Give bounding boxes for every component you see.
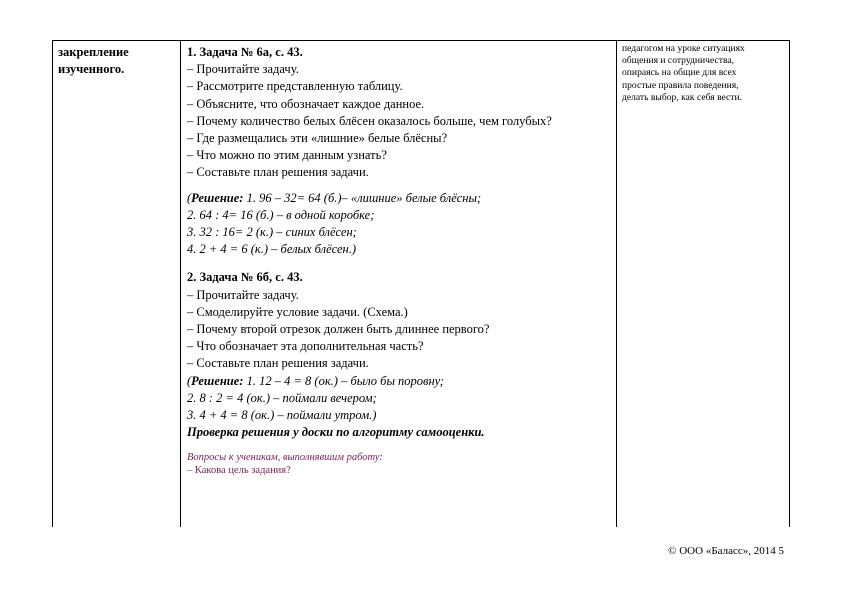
task1-question-4: – Почему количество белых блёсен оказалось больше, чем голубых? [187, 113, 552, 128]
page-footer: © ООО «Баласс», 2014 5 [668, 545, 784, 557]
outcomes-line-3: опираясь на общие для всех [622, 67, 737, 79]
stage-line-2: изученного. [58, 62, 125, 76]
task2-solution-text-1: 1. 12 – 4 = 8 (ок.) – было бы поровну; [243, 373, 444, 388]
task1-question-1: – Прочитайте задачу. [187, 62, 299, 77]
task2-solution-line-3: 3. 4 + 4 = 8 (ок.) – поймали утром.) [187, 408, 377, 423]
task2-solution-line-1: (Решение: 1. 12 – 4 = 8 (ок.) – было бы поровну; [187, 373, 444, 388]
task2-solution-label: Решение: [191, 373, 244, 388]
task2-question-4: – Что обозначает эта дополнительная часть? [187, 339, 424, 354]
stage-cell [58, 44, 176, 78]
task1-question-3: – Объясните, что обозначает каждое данное. [187, 96, 425, 111]
task1-solution-text-1: 1. 96 – 32= 64 (б.)– «лишние» белые блёсны; [243, 190, 482, 205]
outcomes-line-5: делать выбор, как себя вести. [622, 91, 743, 103]
task1-question-2: – Рассмотрите представленную таблицу. [187, 79, 403, 94]
task2-question-3: – Почему второй отрезок должен быть длиннее первого? [187, 322, 490, 337]
task2-question-1: – Прочитайте задачу. [187, 287, 299, 302]
task1-title: 1. Задача № 6а, с. 43. [187, 45, 303, 59]
task1-question-6: – Что можно по этим данным узнать? [187, 148, 387, 163]
task1-question-5: – Где размещались эти «лишние» белые блёсны? [187, 131, 448, 146]
task1-solution-line-1: (Решение: 1. 96 – 32= 64 (б.)– «лишние» белые блёсны; [187, 190, 482, 205]
table-right-border [789, 40, 790, 527]
task2-question-2: – Смоделируйте условие задачи. (Схема.) [187, 304, 408, 319]
outcomes-line-2: общения и сотрудничества, [622, 55, 735, 67]
outcomes-line-1: педагогом на уроке ситуациях [622, 43, 745, 54]
teacher-note-heading: Вопросы к ученикам, выполнявшим работу: [187, 452, 383, 464]
task2-solution-line-2: 2. 8 : 2 = 4 (ок.) – поймали вечером; [187, 390, 377, 405]
task2-check-text: Проверка решения у доски по алгоритму самооценки. [187, 425, 485, 440]
task1-solution-line-2: 2. 64 : 4= 16 (б.) – в одной коробке; [187, 207, 375, 222]
teacher-note-item: – Какова цель задания? [187, 464, 291, 476]
outcomes-cell [622, 43, 784, 104]
task2-question-5: – Составьте план решения задачи. [187, 356, 369, 371]
table-divider-1 [180, 40, 181, 527]
task2-title: 2. Задача № 6б, с. 43. [187, 270, 303, 285]
task1-solution-line-4: 4. 2 + 4 = 6 (к.) – белых блёсен.) [187, 242, 357, 257]
table-left-border [52, 40, 53, 527]
task1-solution-line-3: 3. 32 : 16= 2 (к.) – синих блёсен; [187, 225, 357, 240]
task1-question-7: – Составьте план решения задачи. [187, 165, 369, 180]
table-top-border [52, 40, 790, 41]
stage-line-1: закрепление [58, 45, 129, 59]
content-cell [187, 44, 617, 477]
outcomes-line-4: простые правила поведения, [622, 79, 739, 91]
task1-solution-label: Решение: [191, 190, 244, 205]
